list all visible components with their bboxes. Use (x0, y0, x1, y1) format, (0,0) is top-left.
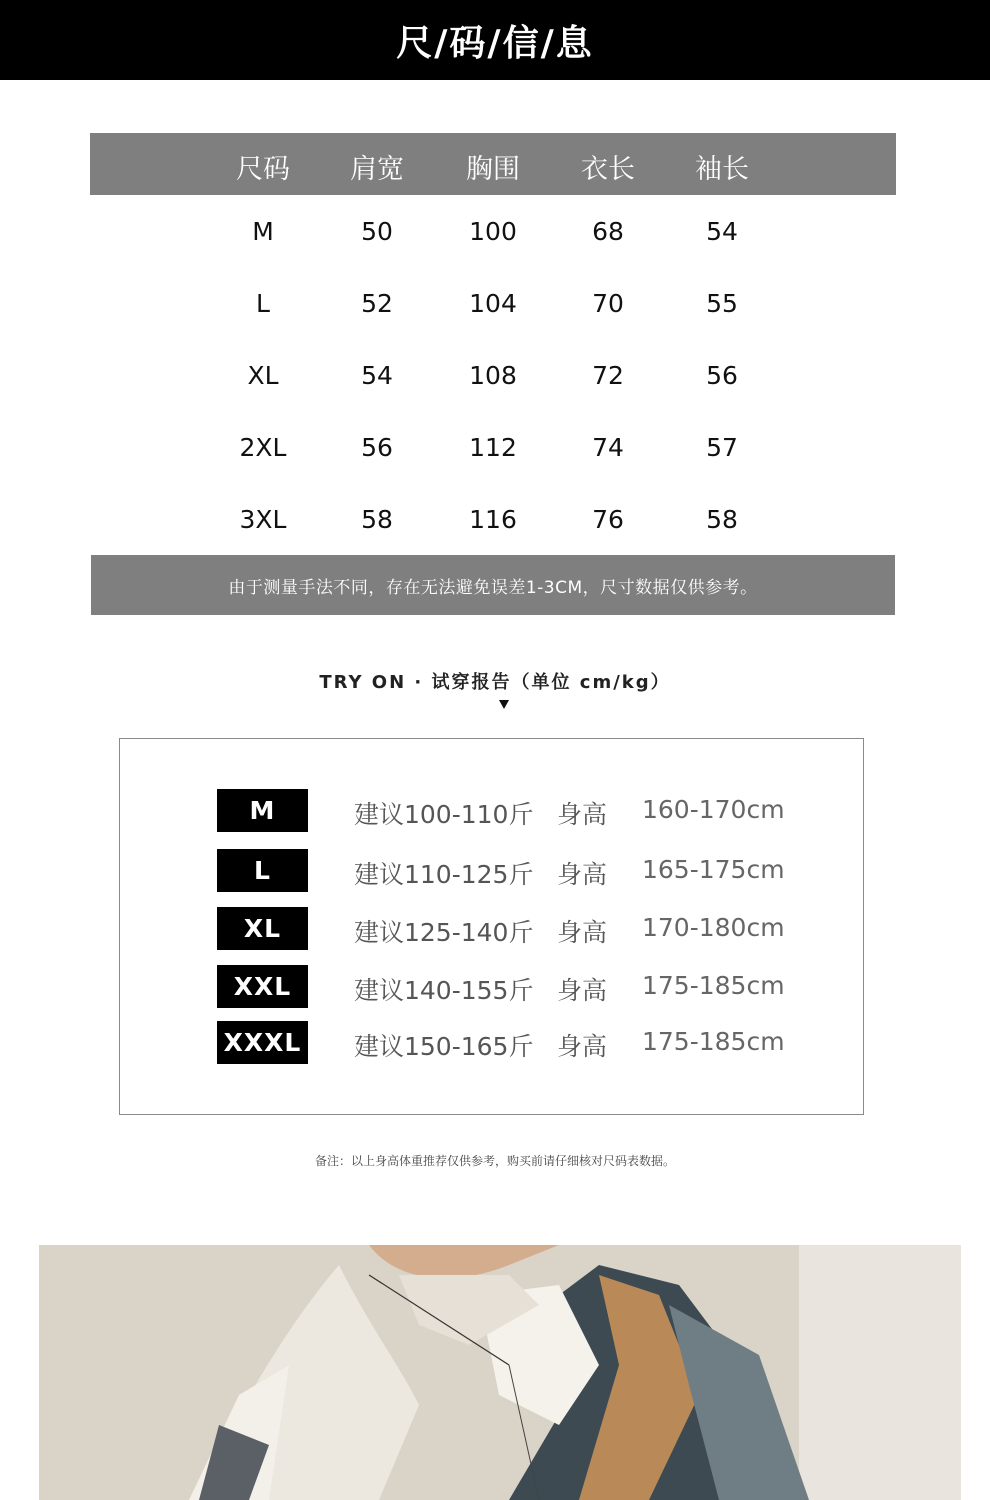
try-on-row (120, 1021, 863, 1065)
size-badge: L (217, 849, 308, 892)
weight-recommendation: 建议110-125斤 (354, 860, 534, 889)
weight-recommendation: 建议100-110斤 (354, 800, 534, 829)
header-size: 尺码 (236, 154, 290, 185)
table-cell: 55 (706, 289, 738, 318)
header-length: 衣长 (581, 154, 635, 185)
table-row (90, 339, 896, 411)
table-cell: M (252, 217, 274, 246)
table-row (90, 483, 896, 555)
weight-recommendation: 建议140-155斤 (354, 976, 534, 1005)
table-cell: 56 (361, 433, 393, 462)
height-label: 身高 (557, 976, 608, 1005)
height-label: 身高 (557, 800, 608, 829)
size-table-header (90, 133, 896, 195)
height-range: 165-175cm (642, 855, 785, 884)
height-label: 身高 (557, 918, 608, 947)
table-cell: 74 (592, 433, 624, 462)
product-photo (39, 1245, 961, 1500)
table-cell: 2XL (239, 433, 287, 462)
table-cell: 54 (706, 217, 738, 246)
height-range: 170-180cm (642, 913, 785, 942)
table-cell: 76 (592, 505, 624, 534)
table-cell: 104 (469, 289, 517, 318)
table-cell: 116 (469, 505, 517, 534)
table-cell: 72 (592, 361, 624, 390)
table-cell: 3XL (239, 505, 287, 534)
weight-recommendation: 建议125-140斤 (354, 918, 534, 947)
table-cell: 70 (592, 289, 624, 318)
down-arrow-icon (499, 700, 509, 709)
table-cell: 58 (706, 505, 738, 534)
size-badge: XXL (217, 965, 308, 1008)
height-label: 身高 (557, 860, 608, 889)
size-table (90, 133, 896, 554)
measurement-note (91, 555, 895, 615)
table-cell: 56 (706, 361, 738, 390)
page-title-bar (0, 0, 990, 80)
table-row (90, 267, 896, 339)
try-on-row (120, 965, 863, 1009)
try-on-title: TRY ON · 试穿报告（单位 cm/kg） (319, 672, 671, 693)
height-range: 175-185cm (642, 971, 785, 1000)
measurement-note-text: 由于测量手法不同，存在无法避免误差1-3CM，尺寸数据仅供参考。 (228, 577, 758, 598)
page-title: 尺/码/信/息 (396, 22, 594, 64)
table-cell: 108 (469, 361, 517, 390)
try-on-row (120, 849, 863, 893)
table-cell: 112 (469, 433, 517, 462)
table-cell: 68 (592, 217, 624, 246)
table-cell: L (256, 289, 270, 318)
weight-recommendation: 建议150-165斤 (354, 1032, 534, 1061)
size-badge: M (217, 789, 308, 832)
header-sleeve: 袖长 (695, 154, 749, 185)
table-cell: 52 (361, 289, 393, 318)
try-on-row (120, 789, 863, 833)
size-badge: XXXL (217, 1021, 308, 1064)
table-cell: 50 (361, 217, 393, 246)
table-cell: 57 (706, 433, 738, 462)
table-cell: XL (247, 361, 279, 390)
try-on-box (119, 738, 864, 1115)
table-cell: 54 (361, 361, 393, 390)
height-range: 160-170cm (642, 795, 785, 824)
size-badge: XL (217, 907, 308, 950)
table-cell: 58 (361, 505, 393, 534)
header-shoulder: 肩宽 (350, 154, 404, 185)
height-label: 身高 (557, 1032, 608, 1061)
table-row (90, 411, 896, 483)
shirt-photo-illustration (39, 1245, 961, 1500)
table-row (90, 195, 896, 267)
header-chest: 胸围 (466, 154, 520, 185)
try-on-row (120, 907, 863, 951)
table-cell: 100 (469, 217, 517, 246)
remark-text: 备注：以上身高体重推荐仅供参考，购买前请仔细核对尺码表数据。 (314, 1154, 675, 1168)
height-range: 175-185cm (642, 1027, 785, 1056)
size-table-body (90, 195, 896, 554)
